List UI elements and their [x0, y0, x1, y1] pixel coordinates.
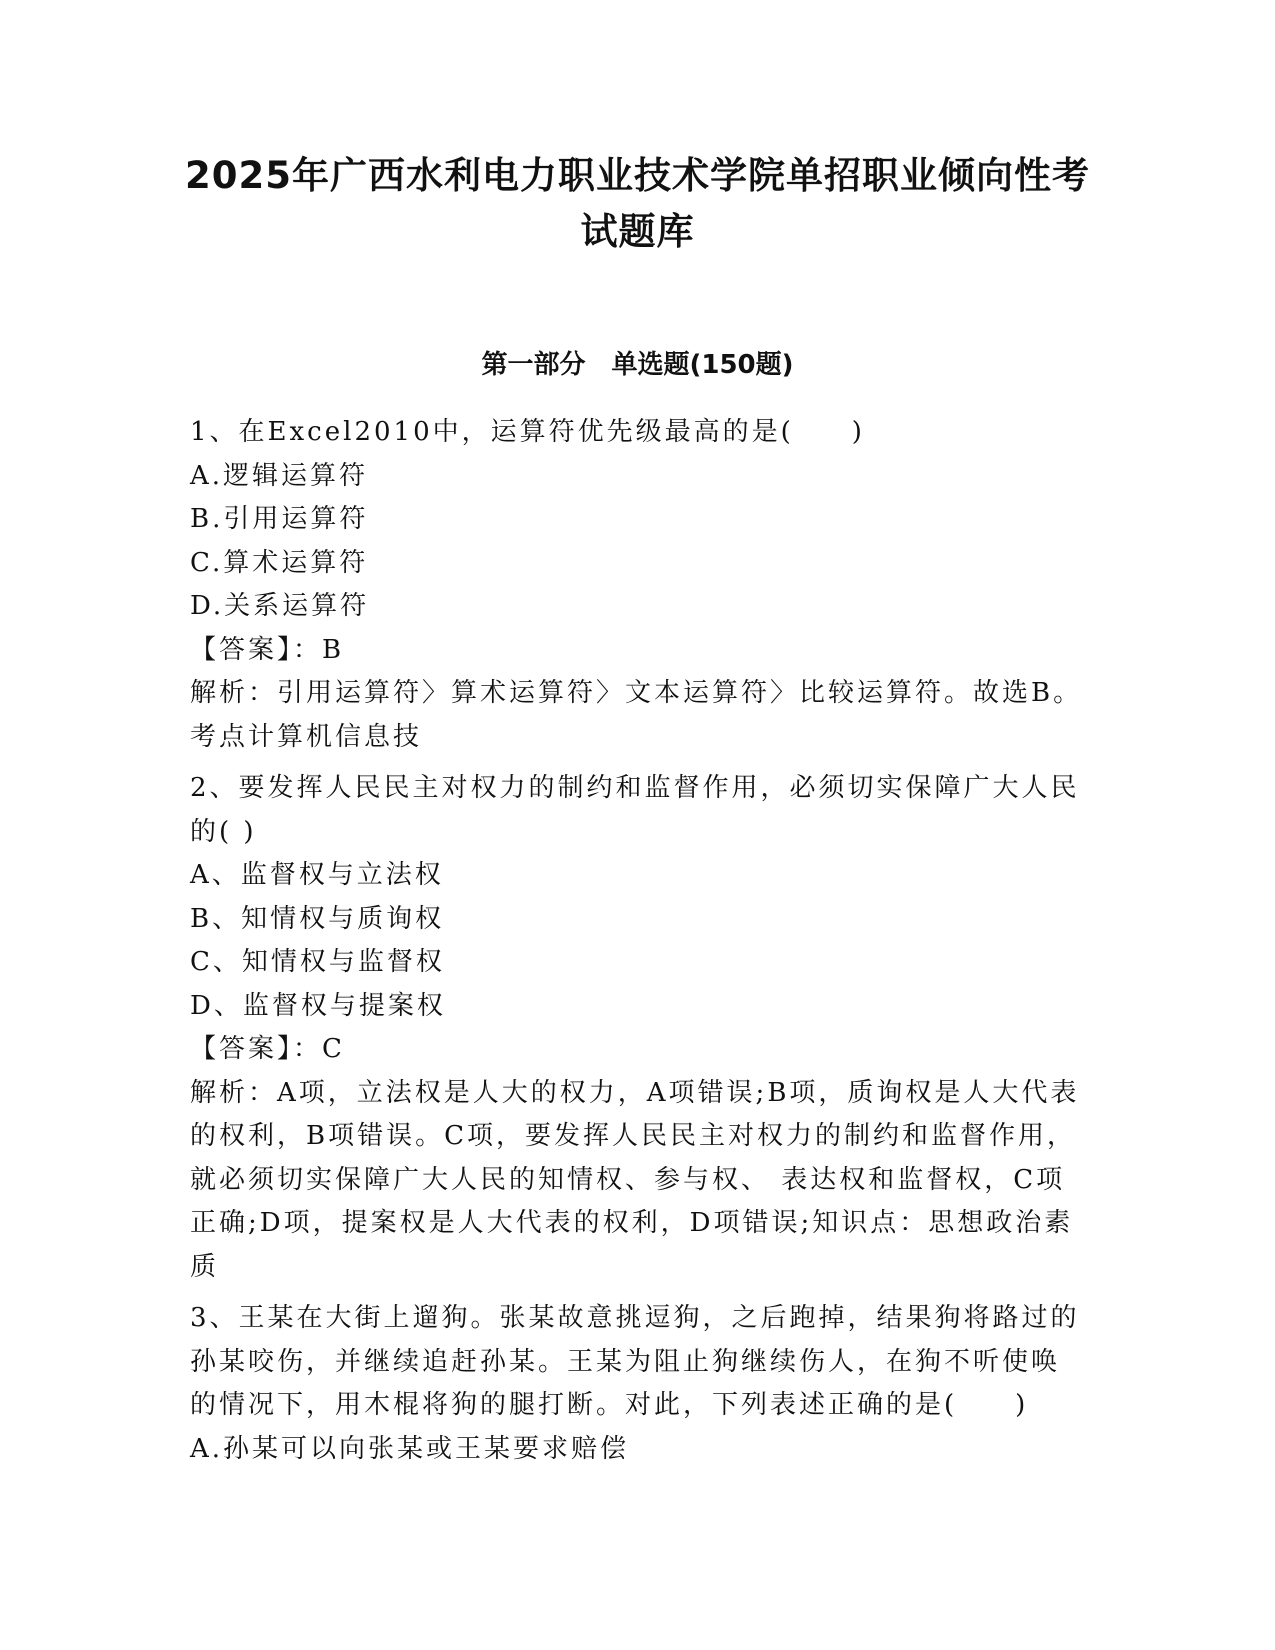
explanation: [190, 1072, 1090, 1290]
explanation-line: 解析：A项，立法权是人大的权力，A项错误;B项，质询权是人大代表: [190, 1077, 1080, 1108]
explanation-line: 的权利，B项错误。C项，要发挥人民民主对权力的制约和监督作用，: [190, 1121, 1077, 1151]
question-3: [190, 1297, 1090, 1471]
question-stem: [190, 1297, 1090, 1428]
explanation-line: 就必须切实保障广大人民的知情权、参与权、 表达权和监督权，C项: [190, 1164, 1066, 1195]
option-c: C、知情权与监督权: [190, 947, 445, 977]
question-stem-line: 孙某咬伤，并继续追赶孙某。王某为阻止狗继续伤人，在狗不听使唤: [190, 1346, 1061, 1377]
question-stem-line: 1、在Excel2010中，运算符优先级最高的是( ): [190, 417, 865, 447]
explanation-line: 解析：引用运算符〉算术运算符〉文本运算符〉比较运算符。故选B。: [190, 678, 1083, 708]
question-stem: [190, 767, 1090, 854]
option-b: B.引用运算符: [190, 504, 369, 534]
document-title-line-1: 2025年广西水利电力职业技术学院单招职业倾向性考: [185, 154, 1090, 197]
option-c: C.算术运算符: [190, 547, 369, 578]
question-list: [190, 411, 1090, 1479]
explanation-line: 正确;D项，提案权是人大代表的权利，D项错误;知识点：思想政治素: [190, 1208, 1074, 1238]
document-title-line-2: 试题库: [580, 210, 695, 253]
question-2: [190, 767, 1090, 1289]
question-stem-line: 3、王某在大街上遛狗。张某故意挑逗狗，之后跑掉，结果狗将路过的: [190, 1303, 1080, 1333]
section-heading: 第一部分 单选题(150题): [481, 350, 794, 380]
document-title: [160, 148, 1115, 260]
answer: 【答案】：B: [190, 634, 345, 665]
question-stem-line: 的情况下，用木棍将狗的腿打断。对此，下列表述正确的是( ): [190, 1390, 1029, 1420]
answer: 【答案】：C: [190, 1034, 345, 1064]
question-stem-line: 的( ): [190, 816, 257, 847]
explanation-line: 质: [190, 1251, 220, 1282]
question-1: [190, 411, 1090, 759]
question-stem: [190, 411, 1090, 455]
option-a: A.孙某可以向张某或王某要求赔偿: [190, 1433, 630, 1464]
option-b: B、知情权与质询权: [190, 903, 445, 934]
explanation-line: 考点计算机信息技: [190, 721, 423, 752]
option-d: D.关系运算符: [190, 591, 370, 621]
question-stem-line: 2、要发挥人民民主对权力的制约和监督作用，必须切实保障广大人民: [190, 773, 1080, 803]
option-d: D、监督权与提案权: [190, 990, 446, 1021]
option-a: A、监督权与立法权: [190, 860, 444, 890]
explanation: [190, 672, 1090, 759]
option-a: A.逻辑运算符: [190, 460, 369, 491]
